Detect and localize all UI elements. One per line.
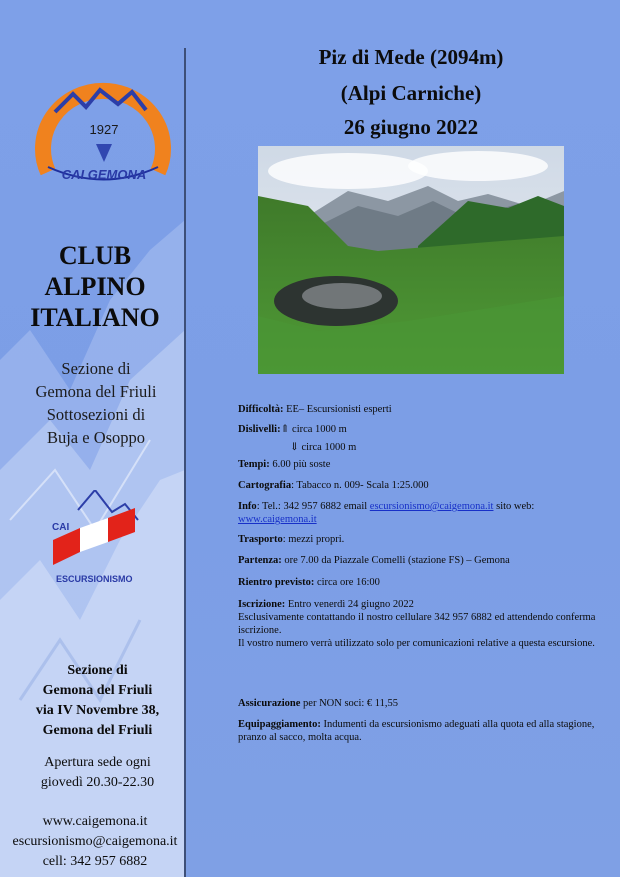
address — [0, 661, 185, 741]
tempi-label: Tempi: — [238, 459, 270, 470]
iscrizione-privacy: Il vostro numero verrà utilizzato solo per comunicazioni relative a questa escursione. — [238, 638, 595, 649]
info-web-link[interactable]: www.caigemona.it — [238, 514, 317, 525]
logo-text: CAI GEMONA — [61, 167, 147, 182]
cai-gemona-logo — [28, 62, 178, 187]
equipaggiamento-label: Equipaggiamento: — [238, 719, 321, 730]
mountain-lake-photo — [258, 146, 564, 374]
difficolta-value: EE– Escursionisti esperti — [283, 404, 392, 415]
iscrizione-deadline: Entro venerdì 24 giugno 2022 — [285, 599, 414, 610]
row-iscrizione — [238, 598, 608, 650]
up-arrow-icon: ⇑ — [280, 424, 290, 435]
hike-date: 26 giugno 2022 — [343, 115, 479, 139]
opening-hours — [0, 753, 185, 793]
assicurazione-value: per NON soci: € 11,55 — [300, 698, 399, 709]
dislivello-down: circa 1000 m — [298, 442, 357, 453]
row-dislivelli — [238, 423, 608, 436]
cartografia-value: : Tabacco n. 009- Scala 1:25.000 — [291, 480, 429, 491]
row-tempi — [238, 458, 608, 471]
row-equipaggiamento — [238, 718, 608, 744]
club-line-3: ITALIANO — [30, 303, 160, 332]
assicurazione-label: Assicurazione — [238, 698, 301, 709]
iscrizione-label: Iscrizione: — [238, 599, 286, 610]
address-line-2: Gemona del Friuli — [42, 683, 153, 698]
rientro-value: circa ore 16:00 — [314, 577, 380, 588]
row-info — [238, 500, 608, 526]
contact-phone: cell: 342 957 6882 — [42, 854, 148, 869]
opening-line-2: giovedì 20.30-22.30 — [40, 775, 155, 790]
address-line-4: Gemona del Friuli — [42, 723, 153, 738]
row-rientro — [238, 576, 608, 589]
club-line-1: CLUB — [58, 241, 132, 270]
contact-website[interactable]: www.caigemona.it — [42, 814, 148, 829]
sezione-line-1: Sezione di — [61, 359, 131, 378]
trasporto-value: : mezzi propri. — [282, 534, 345, 545]
info-label: Info — [238, 501, 257, 512]
address-line-1: Sezione di — [67, 663, 128, 678]
sezione-line-4: Buja e Osoppo — [46, 428, 146, 447]
rientro-label: Rientro previsto: — [238, 577, 315, 588]
cai-escursionismo-logo — [50, 490, 140, 590]
logo-year: 1927 — [89, 122, 119, 137]
trasporto-label: Trasporto — [238, 534, 283, 545]
row-dislivelli-down — [290, 441, 620, 454]
equipaggiamento-value: Indumenti da escursionismo adeguati alla quota ed alla stagione, pranzo al sacco, molta acqua. — [238, 719, 595, 743]
row-assicurazione — [238, 697, 608, 710]
hike-title: Piz di Mede (2094m) — [318, 45, 504, 69]
address-line-3: via IV Novembre 38, — [35, 703, 160, 718]
partenza-value: ore 7.00 da Piazzale Comelli (stazione FS) – Gemona — [281, 555, 510, 566]
sidebar — [0, 0, 185, 877]
contact-email[interactable]: escursionismo@caigemona.it — [12, 834, 178, 849]
row-partenza — [238, 554, 608, 567]
hike-subtitle: (Alpi Carniche) — [340, 81, 482, 105]
club-line-2: ALPINO — [44, 272, 146, 301]
row-trasporto — [238, 533, 608, 546]
club-title — [0, 240, 185, 333]
difficolta-label: Difficoltà: — [238, 404, 284, 415]
info-tel: : Tel.: 342 957 6882 email — [256, 501, 370, 512]
iscrizione-contact: Esclusivamente contattando il nostro cellulare 342 957 6882 ed attendendo conferma iscrizione. — [238, 612, 596, 636]
sezione-line-3: Sottosezioni di — [46, 405, 146, 424]
sezione-text — [0, 357, 185, 449]
cartografia-label: Cartografia — [238, 480, 292, 491]
sezione-line-2: Gemona del Friuli — [35, 382, 157, 401]
info-web-label: sito web: — [493, 501, 535, 512]
vertical-divider — [184, 48, 186, 877]
down-arrow-icon: ⇓ — [290, 442, 299, 453]
contacts — [0, 812, 185, 872]
info-email-link[interactable]: escursionismo@caigemona.it — [369, 501, 494, 512]
partenza-label: Partenza: — [238, 555, 282, 566]
esc-logo-cai: CAI — [52, 522, 70, 533]
row-difficolta — [238, 403, 608, 416]
row-cartografia — [238, 479, 608, 492]
opening-line-1: Apertura sede ogni — [44, 755, 151, 770]
esc-logo-text: ESCURSIONISMO — [56, 574, 133, 584]
dislivelli-label: Dislivelli: — [238, 424, 281, 435]
dislivello-up: circa 1000 m — [289, 424, 347, 435]
tempi-value: 6.00 più soste — [269, 459, 331, 470]
